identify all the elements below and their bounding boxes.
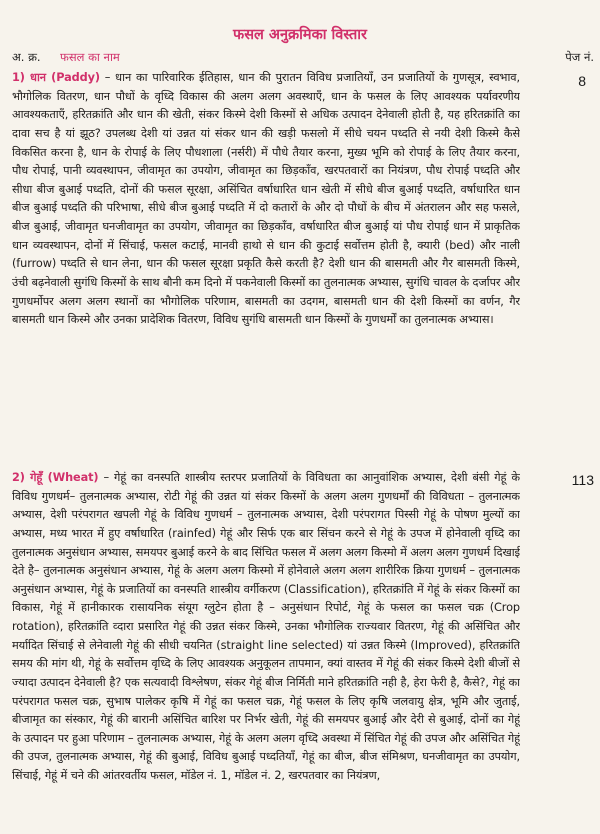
entry-wheat-heading: 2) गेहूँ (Wheat) xyxy=(12,471,99,484)
entry-paddy-heading: 1) धान (Paddy) xyxy=(12,71,100,84)
entry-paddy-text: – धान का पारिवारिक ईतिहास, धान की पुरातन विविध प्रजातियाँ, उन प्रजातियों के गुणसूत्र, स्वभाव, भौगोलिक वितरण, धान पौधों के वृध्दि विकास की अलग अलग अवस्थाएँ, धान के फसल के लिए आवश्यक पर्यावरणीय आवश्यकताएँ, हरितक्रांति और धान की खेती, संकर किस्मे देशी किस्मों से अधिक उत्पादन देनेवाली होती है, यह हरितक्रांति का दावा सच है यां झूठ? उपलब्ध देशी यां उन्नत यां संकर धान की खड़ी फसलो में सीधे चयन पध्दति से नयी देशी किस्मे कैसे विकसित करना है, धान के रोपाई के लिए पौधशाला (नर्सरी) में पौधे तैयार करना, मुख्य भूमि को रोपाई के लिए तैयार करना, पौध रोपाई, पानी व्यवस्थापन, जीवामृत का उपयोग, जीवामृत का छिड़काँव, खरपतवारों का नियंत्रण, पौध रोपाई पध्दति और सीधा बीज बुआई पध्दति, दोनों की फसल सूरक्षा, असिंचित वर्षाधारित धान खेती में सीधे बीज बुआई पध्दति, वर्षाधारित धान बीज बुआई पध्दति की परिभाषा, सीधे बीज बुआई पध्दति में दो कतारों के और दो पौधों के बीच में अंतरालन और सह फसले, बीज बुआई, जीवामृत घनजीवामृत का उपयोग, जीवामृत का छिड़काँव, वर्षाधारित बीज बुआई यां पौध रोपाई धान में प्राकृतिक धान व्यवस्थापन, दोनों में सिंचाई, फसल कटाई, मानवी हाथो से धान की कुटाई सर्वोत्तम होती है, क्यारी (bed) और नाली (furrow) पध्दति से धान लेना, धान की फसल सूरक्षा प्रकृति कैसे करती है? देशी धान की बासमती और गैर बासमती किस्मे, उंची बढ़नेवाली सुगंधि किस्मों के साथ बौनी कम दिनो में पकनेवाली किस्मों का तुलनात्मक अभ्यास, सुगंधि चावल के दर्जापर और गुणधर्मोपर अलग अलग स्थानों का भौगोलिक परिणाम, बासमती का उदगम, बासमती धान की देशी किस्मों का वर्णन, गैर बासमती धान किस्मे और उनका प्रादेशिक वितरण, विविध सुगंधि बासमती धान किस्मों के गुणधर्मों का तुलनात्मक अभ्यास। xyxy=(12,71,520,327)
entry-paddy-page-number: 8 xyxy=(578,73,586,89)
page-number-header: पेज नं. xyxy=(565,50,594,64)
entry-wheat xyxy=(12,469,520,834)
entry-paddy-paragraph xyxy=(12,69,520,330)
entry-wheat-paragraph xyxy=(12,469,520,786)
entry-wheat-page-number: 113 xyxy=(571,472,594,488)
serial-number-header: अ. क्र. xyxy=(12,50,41,64)
crop-name-header: फसल का नाम xyxy=(60,50,120,64)
entry-wheat-text: – गेहूं का वनस्पति शास्त्रीय स्तरपर प्रजातियों के विविधता का आनुवांशिक अभ्यास, देशी बंसी गेहूं के विविध गुणधर्म– तुलनात्मक अभ्यास, रोटी गेहूं की उन्नत यां संकर किस्मों के अलग अलग गुणधर्मों की विविधता – तुलनात्मक अभ्यास, देशी परंपरागत खपली गेहूं के विविध गुणधर्म – तुलनात्मक अभ्यास, देशी परंपरागत पिस्सी गेहूं के पोषण मुल्यों का अभ्यास, मध्य भारत में हुए वर्षाधारित (rainfed) गेहूं और सिर्फ एक बार सिंचन करने से गेहूं के उपज में होनेवाली वृध्दि का तुलनात्मक अनुसंधान अभ्यास, समयपर बुआई करने के बाद सिंचित फसल में अलग अलग किस्मो में अलग अलग गुणधर्म दिखाई देते है– तुलनात्मक अनुसंधान अभ्यास, गेहूं के अलग अलग किस्मो में होनेवाले अलग अलग शारीरिक क्रिया गुणधर्म – तुलनात्मक अनुसंधान अभ्यास, गेहूं के प्रजातियों का वनस्पति शास्त्रीय वर्गीकरण (Classification), हरितक्रांति में गेहूं के संकर किस्मों का विकास, गेहूं में हानीकारक रासायनिक संयूग ग्लुटेन होता है – अनुसंधान रिपोर्ट, गेहूं के फसल का फसल चक्र (Crop rotation), हरितक्रांति व्दारा प्रसारित गेहूं की उन्नत संकर किस्मे, उनका भौगोलिक राज्यवार वितरण, गेहूं की असिंचित और मर्यादित सिंचाई से लेनेवाली गेहूं की सीधी चयनित (straight line selected) यां उन्नत किस्मे (Improved), हरितक्रांति समय की मांग थी, गेहूं के सर्वोत्तम वृध्दि के लिए आवश्यक अनुकूलन तापमान, क्यां वास्तव में गेहूं की संकर किस्मे देशी बीजों से ज्यादा उत्पादन देनेवाली है? एक सत्यवादी विश्लेषण, संकर गेहूं बीज निर्मिती माने हरितक्रांति नही है, हेरा फेरी है, कैसे?, गेहूं का परंपरागत फसल चक्र, सुभाष पालेकर कृषि में गेहूं का फसल चक्र, गेहूं फसल के लिए कृषि जलवायु क्षेत्र, भूमि और जुताई, बीजामृत का संस्कार, गेहूं की बारानी असिंचित बारिश पर निर्भर खेती, गेहूं की समयपर बुआई और देरी से बुआई, दोनों का गेहूं के उत्पादन पर हुआ परिणाम – तुलनात्मक अभ्यास, गेहूं के अलग अलग वृध्दि अवस्था में सिंचित गेहूं की उपज और असिंचित गेहूं की उपज, तुलनात्मक अभ्यास, गेहूं की बुआई, विविध बुआई पध्दतियाँ, गेहूं का बीज, बीज संमिश्रण, घनजीवामृत का उपयोग, सिंचाई, गेहूं में चने की आंतरवर्तीय फसल, मॉडेल नं. 1, मॉडेल नं. 2, खरपतवार का नियंत्रण, xyxy=(12,471,520,782)
table-header xyxy=(12,48,594,66)
page-title: फसल अनुक्रमिका विस्तार xyxy=(233,27,367,43)
entry-paddy xyxy=(12,69,520,465)
